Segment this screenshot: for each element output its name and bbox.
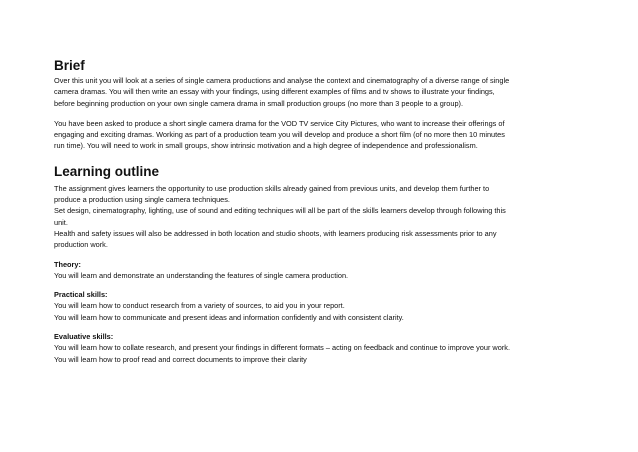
evaluative-line: You will learn how to proof read and correct documents to improve their clarity	[54, 354, 307, 364]
learning-outline-heading: Learning outline	[54, 163, 160, 179]
brief-line: You have been asked to produce a short single camera drama for the VOD TV service City Pictures, who want to increase their offerings of	[54, 118, 505, 128]
outline-line: produce a production using single camera techniques.	[54, 195, 230, 205]
brief-line: run time). You will need to work in small groups, show intrinsic motivation and a high degree of independence and professionalism.	[54, 141, 478, 151]
outline-line: production work.	[54, 240, 108, 250]
outline-line: Health and safety issues will also be addressed in both location and studio shoots, with learners producing risk assessments prior to any	[54, 228, 497, 238]
theory-line: You will learn and demonstrate an understanding the features of single camera production.	[54, 270, 349, 280]
brief-line: before beginning production on your own single camera drama in small production groups (no more than 3 people to a group).	[54, 98, 464, 108]
practical-line: You will learn how to conduct research from a variety of sources, to aid you in your report.	[54, 301, 345, 311]
theory-heading: Theory:	[54, 259, 81, 269]
evaluative-skills-heading: Evaluative skills:	[54, 332, 114, 342]
brief-line: engaging and exciting dramas. Working as part of a production team you will develop and produce a short film (of no more then 10 minutes	[54, 130, 505, 140]
document-page	[54, 58, 614, 365]
outline-line: Set design, cinematography, lighting, use of sound and editing techniques will all be part of the skills learners develop through following this	[54, 206, 506, 216]
outline-line: unit.	[54, 217, 68, 227]
evaluative-line: You will learn how to collate research, and present your findings in different formats – acting on feedback and continue to improve your work.	[54, 343, 510, 353]
practical-line: You will learn how to communicate and present ideas and information confidently and with consistent clarity.	[54, 312, 404, 322]
practical-skills-heading: Practical skills:	[54, 290, 108, 300]
brief-line: camera dramas. You will then write an essay with your findings, using different examples of films and tv shows to illustrate your findings,	[54, 87, 495, 97]
brief-heading: Brief	[54, 58, 85, 73]
brief-line: Over this unit you will look at a series of single camera productions and analyse the context and cinematography of a diverse range of single	[54, 76, 510, 85]
outline-line: The assignment gives learners the opportunity to use production skills already gained from previous units, and develop them further to	[54, 183, 490, 193]
